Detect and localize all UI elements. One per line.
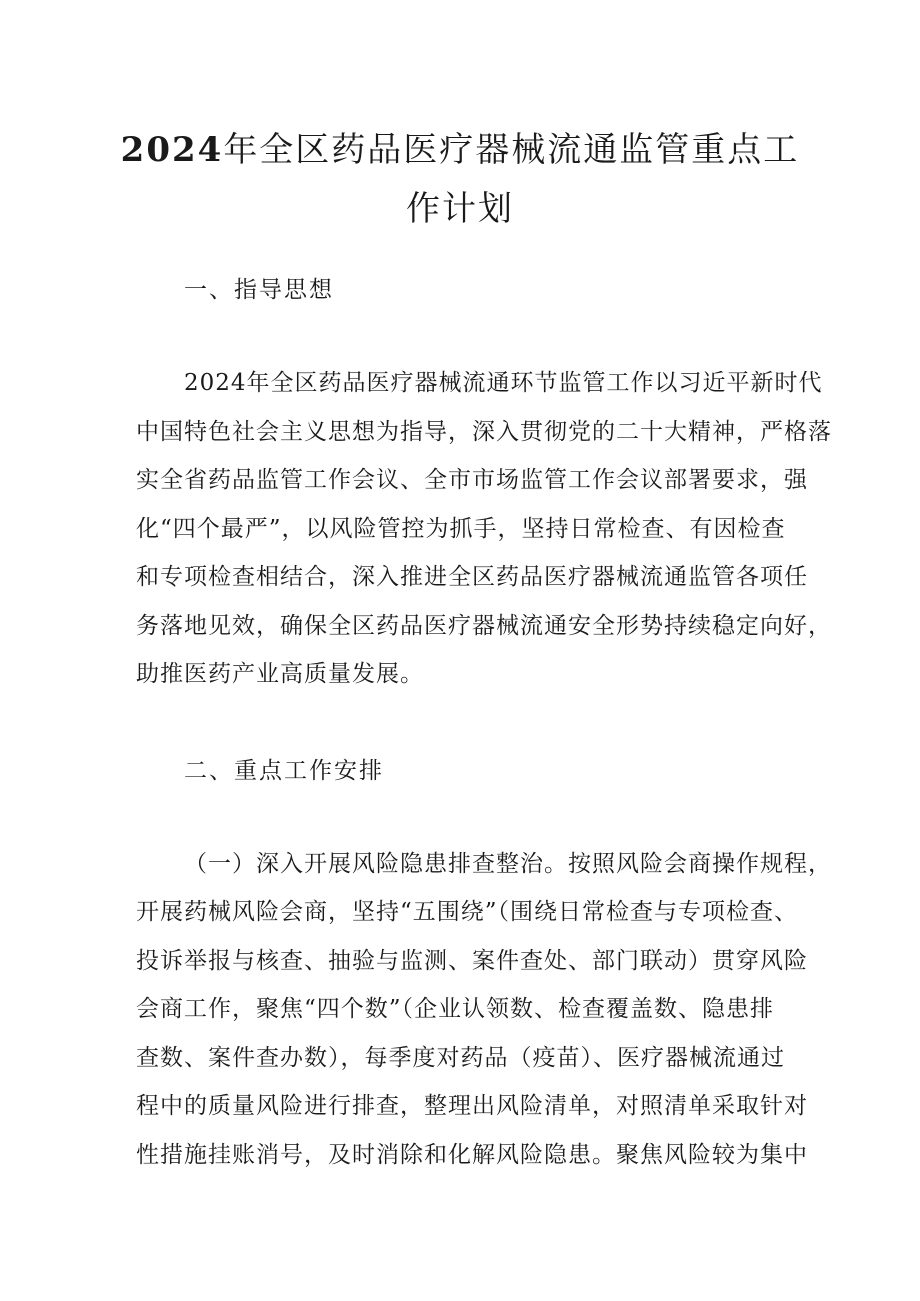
paragraph-line: 投诉举报与核查、抽验与监测、案件查处、部门联动）贯穿风险	[136, 948, 808, 974]
paragraph-line: 助推医药产业高质量发展。	[136, 661, 424, 687]
paragraph-line: （一）深入开展风险隐患排查整治。按照风险会商操作规程，	[184, 851, 832, 877]
paragraph-line: 查数、案件查办数），每季度对药品（疫苗）、医疗器械流通过	[136, 1045, 785, 1071]
paragraph-line: 和专项检查相结合，深入推进全区药品医疗器械流通监管各项任	[136, 564, 808, 590]
paragraph-line: 务落地见效，确保全区药品医疗器械流通安全形势持续稳定向好，	[136, 613, 832, 639]
document-title-line-2: 作计划	[406, 189, 514, 229]
section-heading-guiding-ideology: 一、指导思想	[184, 277, 334, 303]
paragraph-line: 会商工作，聚焦“四个数”（企业认领数、检查覆盖数、隐患排	[136, 996, 775, 1022]
title-text: 年全区药品医疗器械流通监管重点工	[223, 130, 800, 170]
section-heading-key-tasks: 二、重点工作安排	[184, 758, 384, 784]
paragraph-line: 化“四个最严”，以风险管控为抓手，坚持日常检查、有因检查	[136, 516, 786, 542]
paragraph-line: 开展药械风险会商，坚持“五围绕”（围绕日常检查与专项检查、	[136, 899, 799, 925]
title-year: 2024	[120, 130, 224, 170]
paragraph-line: 程中的质量风险进行排查，整理出风险清单，对照清单采取针对	[136, 1093, 808, 1119]
paragraph-line: 中国特色社会主义思想为指导，深入贯彻党的二十大精神，严格落	[136, 419, 832, 445]
paragraph-line: 实全省药品监管工作会议、全市市场监管工作会议部署要求，强	[136, 467, 808, 493]
paragraph-line: 2024年全区药品医疗器械流通环节监管工作以习近平新时代	[184, 370, 823, 396]
paragraph-line: 性措施挂账消号，及时消除和化解风险隐患。聚焦风险较为集中	[136, 1142, 808, 1168]
document-title-line-1	[120, 130, 800, 170]
